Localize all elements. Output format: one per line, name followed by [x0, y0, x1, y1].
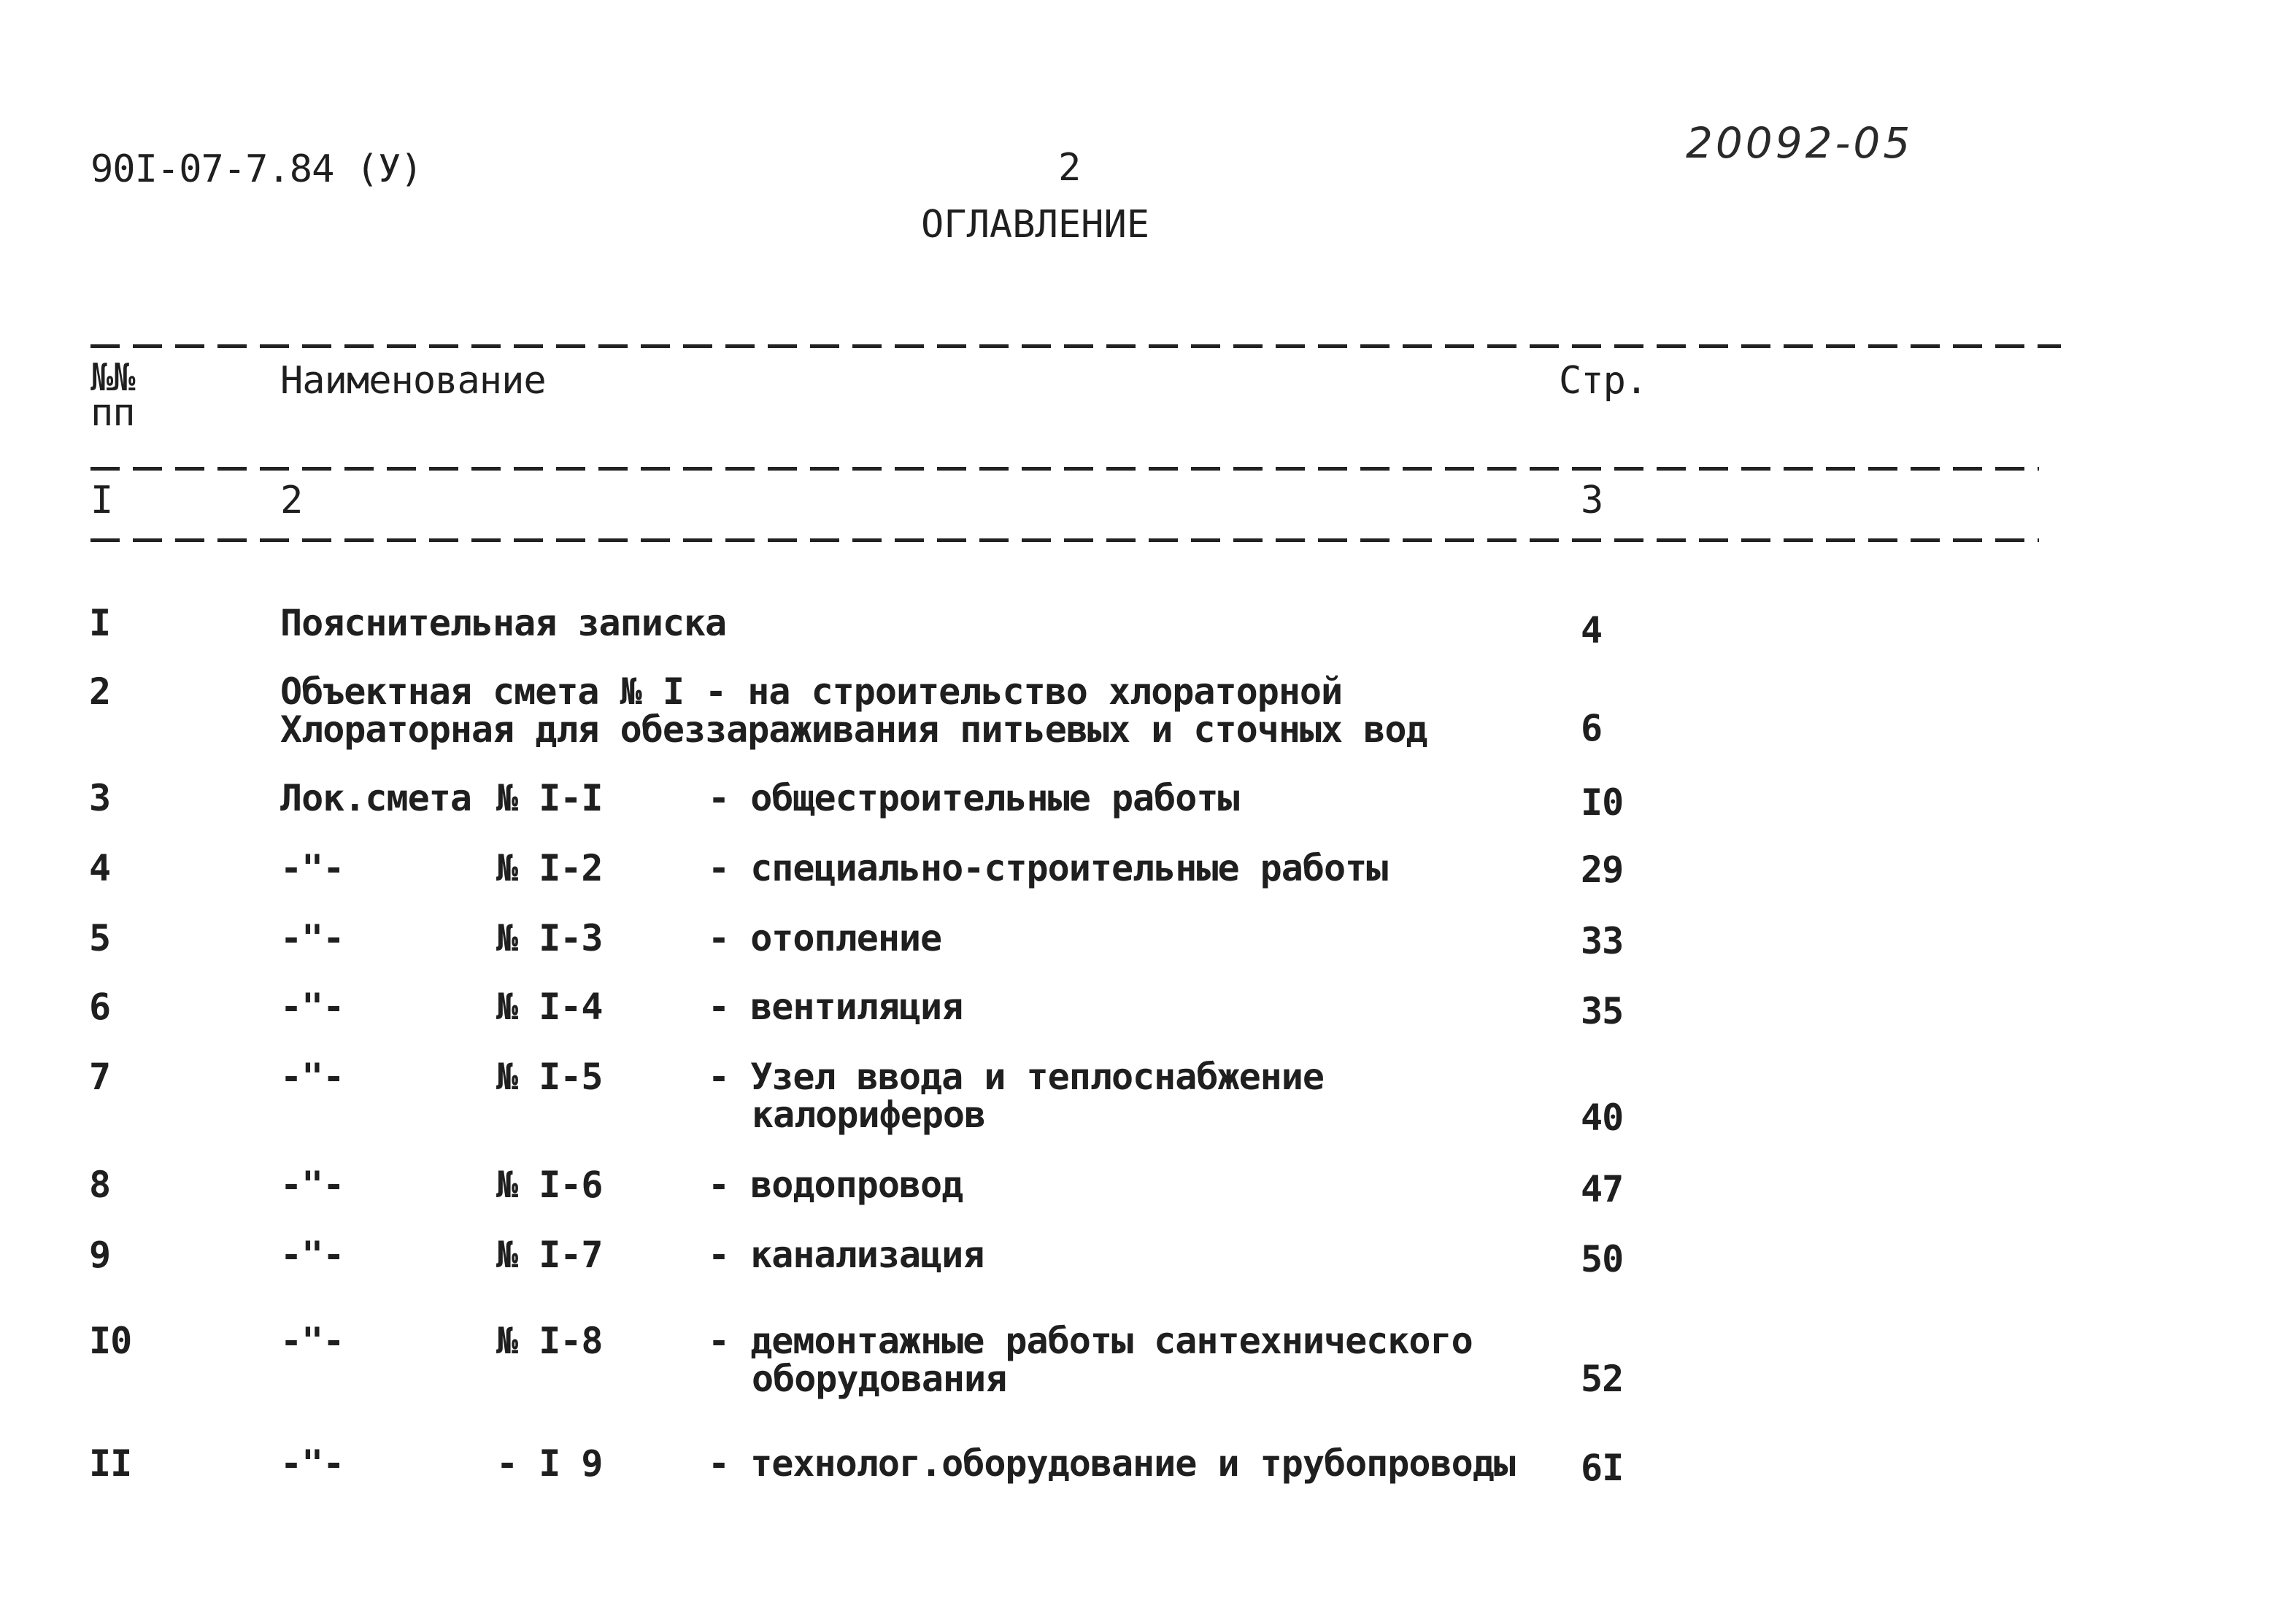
page-title: ОГЛАВЛЕНИЕ — [921, 203, 1150, 247]
row-11-page: 6I — [1581, 1447, 1624, 1489]
row-3-desc: - общестроительные работы — [708, 777, 1239, 819]
row-6-desc: - вентиляция — [708, 986, 963, 1028]
row-1-name: Пояснительная записка — [280, 602, 727, 644]
rule-top — [90, 344, 2061, 348]
row-5-ref: № I-3 — [496, 917, 603, 959]
col-number-3: 3 — [1581, 479, 1603, 522]
row-5-name: -"- — [280, 917, 344, 959]
row-9-num: 9 — [89, 1234, 111, 1276]
row-7-desc: - Узел ввода и теплоснабжение — [708, 1056, 1324, 1098]
handwritten-stamp: 20092-05 — [1686, 118, 1913, 168]
row-3-name: Лок.смета — [280, 777, 471, 819]
row-7-num: 7 — [89, 1056, 111, 1098]
row-9-desc: - канализация — [708, 1234, 984, 1276]
col-number-1: I — [90, 479, 113, 522]
row-10-desc-line2: оборудования — [752, 1358, 1007, 1400]
row-10-ref: № I-8 — [496, 1320, 603, 1362]
row-3-num: 3 — [89, 777, 111, 819]
row-10-desc: - демонтажные работы сантехнического — [708, 1320, 1473, 1362]
row-4-ref: № I-2 — [496, 847, 603, 889]
row-2-name-line2: Хлораторная для обеззараживания питьевых и сточных вод — [280, 708, 1427, 751]
header-col-name: Наименование — [280, 359, 546, 403]
document-code: 90I-07-7.84 (У) — [90, 147, 423, 191]
row-7-desc-line2: калориферов — [752, 1094, 986, 1136]
row-1-page: 4 — [1581, 609, 1603, 651]
row-6-ref: № I-4 — [496, 986, 603, 1028]
row-4-page: 29 — [1581, 848, 1624, 891]
row-8-desc: - водопровод — [708, 1164, 963, 1206]
row-10-page: 52 — [1581, 1358, 1624, 1400]
row-3-page: I0 — [1581, 781, 1624, 824]
row-9-ref: № I-7 — [496, 1234, 603, 1276]
row-11-desc: - технолог.оборудование и трубопроводы — [708, 1442, 1515, 1485]
row-8-ref: № I-6 — [496, 1164, 603, 1206]
row-11-num: II — [89, 1442, 132, 1485]
row-10-name: -"- — [280, 1320, 344, 1362]
row-7-page: 40 — [1581, 1097, 1624, 1139]
row-11-ref: - I 9 — [496, 1442, 603, 1485]
row-2-name: Объектная смета № I - на строительство хлораторной — [280, 670, 1343, 713]
header-col-page: Стр. — [1559, 359, 1648, 403]
row-6-name: -"- — [280, 986, 344, 1028]
row-4-name: -"- — [280, 847, 344, 889]
rule-header-bottom — [90, 467, 2039, 471]
page-number: 2 — [1058, 146, 1081, 190]
row-5-page: 33 — [1581, 920, 1624, 962]
row-8-num: 8 — [89, 1164, 111, 1206]
row-5-num: 5 — [89, 917, 111, 959]
row-6-num: 6 — [89, 986, 111, 1028]
row-8-name: -"- — [280, 1164, 344, 1206]
row-2-num: 2 — [89, 670, 111, 713]
col-number-2: 2 — [280, 479, 303, 522]
row-2-page: 6 — [1581, 707, 1603, 749]
row-8-page: 47 — [1581, 1168, 1624, 1210]
row-11-name: -"- — [280, 1442, 344, 1485]
row-4-desc: - специально-строительные работы — [708, 847, 1388, 889]
row-9-name: -"- — [280, 1234, 344, 1276]
row-4-num: 4 — [89, 847, 111, 889]
header-col-number: №№ пп — [90, 356, 135, 435]
row-3-ref: № I-I — [496, 777, 603, 819]
row-6-page: 35 — [1581, 990, 1624, 1032]
row-5-desc: - отопление — [708, 917, 942, 959]
row-10-num: I0 — [89, 1320, 132, 1362]
row-7-ref: № I-5 — [496, 1056, 603, 1098]
row-7-name: -"- — [280, 1056, 344, 1098]
row-9-page: 50 — [1581, 1238, 1624, 1280]
rule-colnum-bottom — [90, 538, 2039, 542]
row-1-num: I — [89, 602, 111, 644]
